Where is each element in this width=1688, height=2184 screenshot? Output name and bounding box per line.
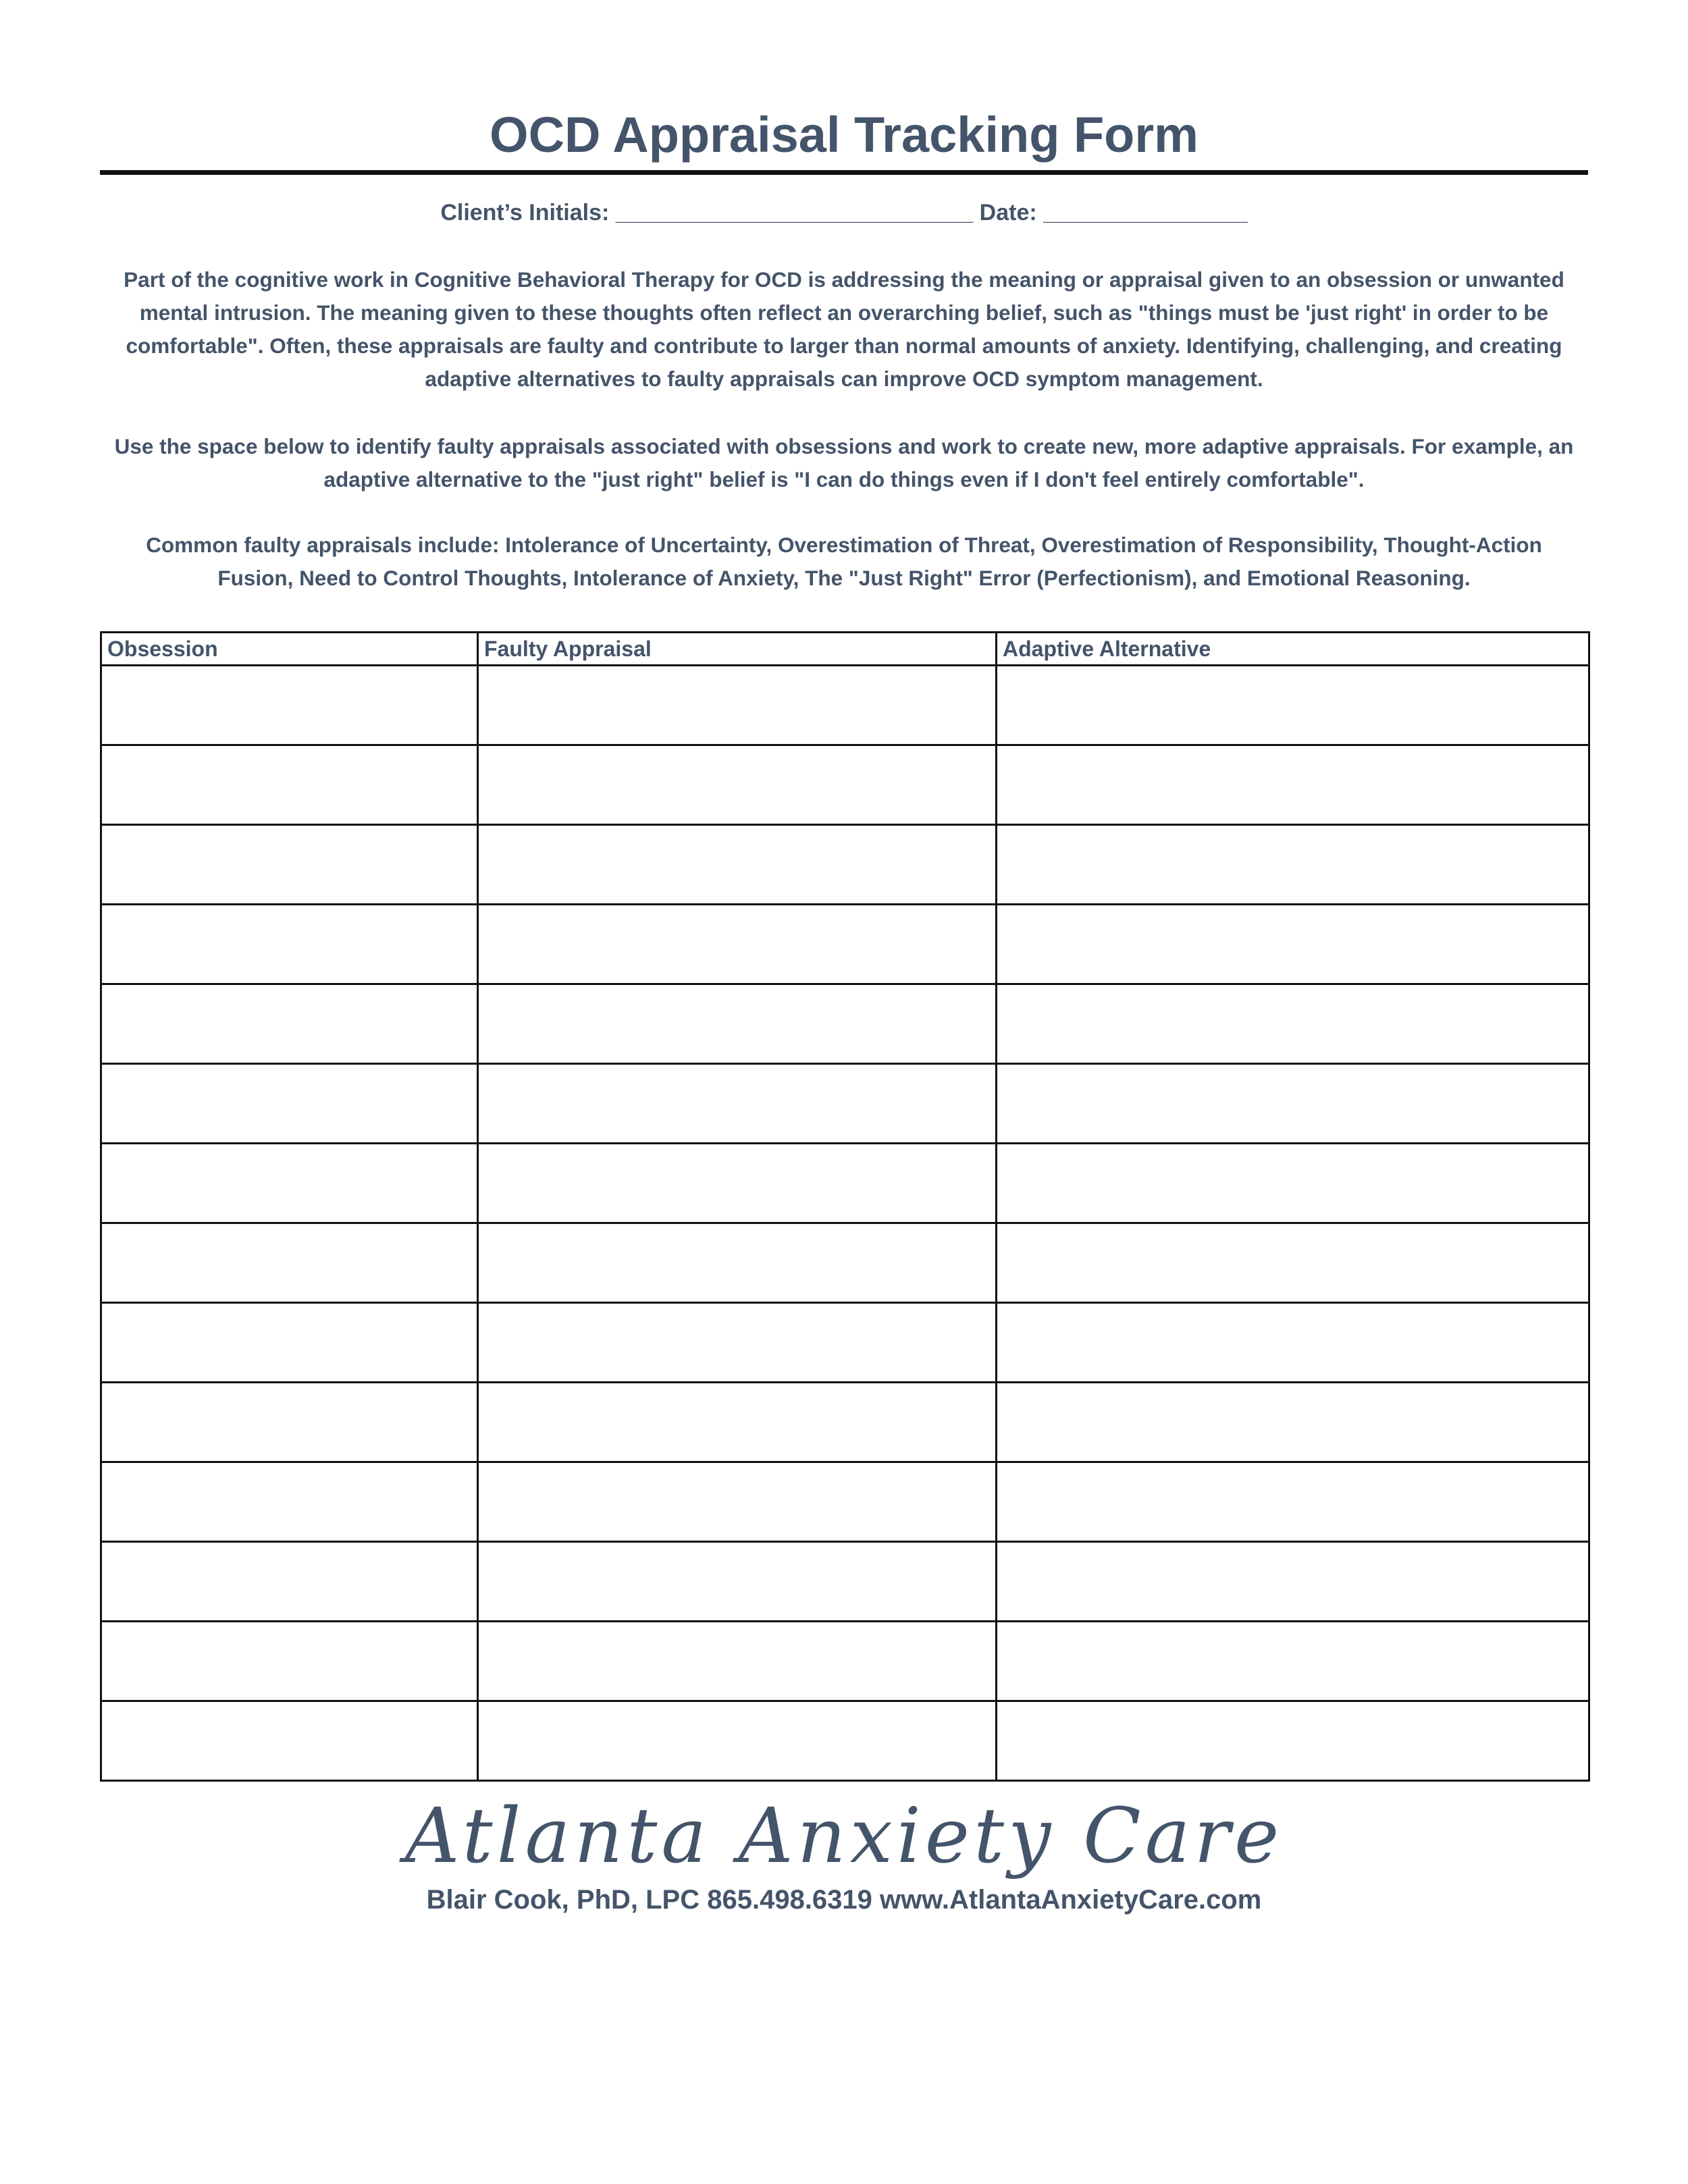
table-row <box>101 905 1589 984</box>
adaptive-alternative-cell[interactable] <box>997 1701 1589 1781</box>
adaptive-alternative-cell[interactable] <box>997 1462 1589 1542</box>
obsession-cell[interactable] <box>101 1542 478 1622</box>
header-adaptive-alternative: Adaptive Alternative <box>997 633 1589 666</box>
table-row <box>101 984 1589 1064</box>
adaptive-alternative-cell[interactable] <box>997 666 1589 745</box>
obsession-cell[interactable] <box>101 1064 478 1144</box>
instructions-paragraph: Use the space below to identify faulty appraisals associated with obsessions and work to create new, more adaptive appraisals. For example, an adaptive alternative to the "just right" belief is "I can do things even if I don't feel entirely comfortable". <box>114 434 1574 491</box>
obsession-cell[interactable] <box>101 825 478 905</box>
table-row <box>101 1462 1589 1542</box>
obsession-cell[interactable] <box>101 905 478 984</box>
obsession-cell[interactable] <box>101 1303 478 1383</box>
table-row <box>101 825 1589 905</box>
obsession-cell[interactable] <box>101 1622 478 1701</box>
faulty-appraisal-cell[interactable] <box>478 1622 997 1701</box>
adaptive-alternative-cell[interactable] <box>997 984 1589 1064</box>
faulty-appraisal-cell[interactable] <box>478 1144 997 1223</box>
adaptive-alternative-cell[interactable] <box>997 825 1589 905</box>
adaptive-alternative-cell[interactable] <box>997 1622 1589 1701</box>
obsession-cell[interactable] <box>101 1223 478 1303</box>
adaptive-alternative-cell[interactable] <box>997 745 1589 825</box>
page-title: OCD Appraisal Tracking Form <box>490 107 1198 163</box>
table-row <box>101 1622 1589 1701</box>
table-row <box>101 666 1589 745</box>
table-row <box>101 1223 1589 1303</box>
adaptive-alternative-cell[interactable] <box>997 1303 1589 1383</box>
atlanta-anxiety-care-logo <box>0 1782 1688 1890</box>
table-row <box>101 1303 1589 1383</box>
obsession-cell[interactable] <box>101 1144 478 1223</box>
obsession-cell[interactable] <box>101 745 478 825</box>
obsession-cell[interactable] <box>101 1383 478 1462</box>
adaptive-alternative-cell[interactable] <box>997 1542 1589 1622</box>
adaptive-alternative-cell[interactable] <box>997 1064 1589 1144</box>
intro-paragraph: Part of the cognitive work in Cognitive Behavioral Therapy for OCD is addressing the meaning or appraisal given to an obsession or unwanted mental intrusion. The meaning given to these thoughts often reflect an overarching belief, such as "things must be 'just right' in order to be comfortable". Often, these appraisals are faulty and contribute to larger than normal amounts of anxiety. Identifying, challenging, and creating adaptive alternatives to faulty appraisals can improve OCD symptom management. <box>124 267 1564 391</box>
header-faulty-appraisal: Faulty Appraisal <box>478 633 997 666</box>
table-row <box>101 1144 1589 1223</box>
faulty-appraisal-cell[interactable] <box>478 666 997 745</box>
table-row <box>101 1701 1589 1781</box>
title-underline <box>100 170 1588 175</box>
adaptive-alternative-cell[interactable] <box>997 1144 1589 1223</box>
common-appraisals-paragraph: Common faulty appraisals include: Intolerance of Uncertainty, Overestimation of Threat, Overestimation of Responsibility, Thought-Action Fusion, Need to Control Thoughts, Intolerance of Anxiety, The "Just Right" Error (Perfectionism), and Emotional Reasoning. <box>146 533 1542 590</box>
table-row <box>101 1542 1589 1622</box>
obsession-cell[interactable] <box>101 984 478 1064</box>
faulty-appraisal-cell[interactable] <box>478 1064 997 1144</box>
table-body <box>101 666 1589 1781</box>
faulty-appraisal-cell[interactable] <box>478 1223 997 1303</box>
logo-script-text: Atlanta Anxiety Care <box>404 1792 1284 1880</box>
table-row <box>101 1064 1589 1144</box>
footer-contact: Blair Cook, PhD, LPC 865.498.6319 www.AtlantaAnxietyCare.com <box>426 1885 1262 1915</box>
faulty-appraisal-cell[interactable] <box>478 1701 997 1781</box>
faulty-appraisal-cell[interactable] <box>478 1303 997 1383</box>
faulty-appraisal-cell[interactable] <box>478 905 997 984</box>
faulty-appraisal-cell[interactable] <box>478 984 997 1064</box>
faulty-appraisal-cell[interactable] <box>478 1383 997 1462</box>
table-row <box>101 1383 1589 1462</box>
adaptive-alternative-cell[interactable] <box>997 905 1589 984</box>
faulty-appraisal-cell[interactable] <box>478 825 997 905</box>
faulty-appraisal-cell[interactable] <box>478 745 997 825</box>
table-header-row <box>101 633 1589 666</box>
adaptive-alternative-cell[interactable] <box>997 1223 1589 1303</box>
obsession-cell[interactable] <box>101 666 478 745</box>
client-initials-date-line: Client’s Initials: ____________________________ Date: ________________ <box>440 200 1248 225</box>
obsession-cell[interactable] <box>101 1701 478 1781</box>
adaptive-alternative-cell[interactable] <box>997 1383 1589 1462</box>
faulty-appraisal-cell[interactable] <box>478 1462 997 1542</box>
header-obsession: Obsession <box>101 633 478 666</box>
table-row <box>101 745 1589 825</box>
appraisal-tracking-table <box>100 631 1590 1782</box>
faulty-appraisal-cell[interactable] <box>478 1542 997 1622</box>
obsession-cell[interactable] <box>101 1462 478 1542</box>
